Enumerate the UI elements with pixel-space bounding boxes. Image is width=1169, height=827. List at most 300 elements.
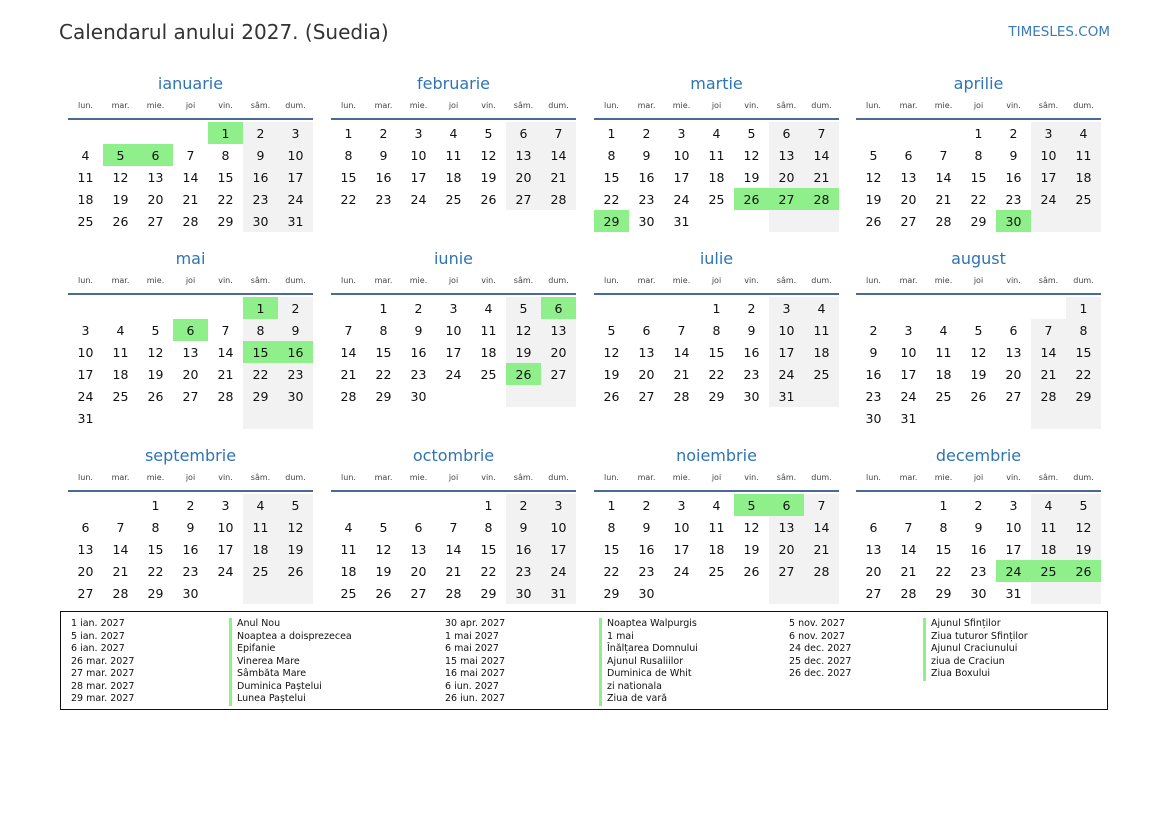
holiday-day-cell: 24 <box>996 560 1031 582</box>
day-cell: 20 <box>638 366 655 382</box>
day-cell: 24 <box>410 191 427 207</box>
weekday-label: dum. <box>811 473 832 482</box>
day-cell: 9 <box>186 519 195 535</box>
weekday-label: joi <box>973 101 984 110</box>
weekday-label: lun. <box>78 276 93 285</box>
legend-holiday-name: zi nationala <box>599 681 698 694</box>
weekday-header <box>68 98 313 114</box>
weekday-label: dum. <box>285 473 306 482</box>
weekday-label: mar. <box>374 276 393 285</box>
weekday-label: sâm. <box>250 473 271 482</box>
weekday-label: sâm. <box>776 473 797 482</box>
weekday-label: mar. <box>899 101 918 110</box>
empty-cell <box>926 297 961 319</box>
day-grid <box>68 494 313 604</box>
weekday-header <box>594 470 839 486</box>
day-cell: 3 <box>1031 122 1066 144</box>
weekday-label: mar. <box>111 473 130 482</box>
day-cell: 13 <box>865 541 882 557</box>
holiday-day-cell: 6 <box>541 297 576 319</box>
weekday-label: sâm. <box>776 276 797 285</box>
empty-cell <box>856 122 891 144</box>
holiday-day-cell: 15 <box>243 341 278 363</box>
day-cell: 14 <box>182 169 199 185</box>
day-cell: 7 <box>804 494 839 516</box>
weekday-label: mie. <box>672 276 691 285</box>
day-cell: 7 <box>1031 319 1066 341</box>
day-cell: 29 <box>480 585 497 601</box>
empty-cell <box>138 407 173 429</box>
legend-date: 5 ian. 2027 <box>71 630 125 642</box>
day-cell: 17 <box>541 538 576 560</box>
day-cell: 8 <box>379 322 388 338</box>
day-cell: 23 <box>243 188 278 210</box>
month-decembrie <box>856 445 1101 604</box>
day-cell: 20 <box>541 341 576 363</box>
weekday-label: vin. <box>744 473 759 482</box>
legend-date: 1 ian. 2027 <box>71 618 125 629</box>
legend-names-column <box>229 618 352 706</box>
day-cell: 5 <box>484 125 493 141</box>
day-cell: 15 <box>147 541 164 557</box>
weekday-label: sâm. <box>513 473 534 482</box>
day-cell: 28 <box>1031 385 1066 407</box>
weekday-label: vin. <box>1006 276 1021 285</box>
day-cell: 12 <box>970 344 987 360</box>
day-grid <box>331 297 576 407</box>
day-grid <box>331 494 576 604</box>
day-cell: 3 <box>221 497 230 513</box>
legend-holiday-name: ziua de Craciun <box>923 656 1028 669</box>
day-cell: 30 <box>410 388 427 404</box>
holiday-day-cell: 1 <box>243 297 278 319</box>
holiday-day-cell: 26 <box>1066 560 1101 582</box>
day-cell: 8 <box>712 322 721 338</box>
day-cell: 29 <box>243 385 278 407</box>
day-cell: 16 <box>410 344 427 360</box>
day-cell: 10 <box>900 344 917 360</box>
legend-date: 25 dec. 2027 <box>789 655 852 667</box>
empty-cell <box>541 385 576 407</box>
header-divider <box>594 118 839 120</box>
day-cell: 20 <box>410 563 427 579</box>
weekday-label: dum. <box>285 101 306 110</box>
day-cell: 13 <box>541 319 576 341</box>
day-cell: 12 <box>375 541 392 557</box>
weekday-label: mie. <box>934 276 953 285</box>
day-cell: 20 <box>769 166 804 188</box>
empty-cell <box>926 407 961 429</box>
day-cell: 7 <box>116 519 125 535</box>
weekday-label: sâm. <box>1038 473 1059 482</box>
weekday-header <box>68 273 313 289</box>
empty-cell <box>1031 210 1066 232</box>
empty-cell <box>891 494 926 516</box>
legend-date: 1 mai 2027 <box>445 630 499 642</box>
empty-cell <box>436 494 471 516</box>
day-cell: 23 <box>410 366 427 382</box>
month-title: iunie <box>433 249 473 268</box>
empty-cell <box>996 407 1031 429</box>
day-cell: 2 <box>506 494 541 516</box>
day-cell: 22 <box>480 563 497 579</box>
day-cell: 13 <box>77 541 94 557</box>
weekday-label: vin. <box>1006 473 1021 482</box>
day-cell: 12 <box>147 344 164 360</box>
empty-cell <box>699 210 734 232</box>
day-cell: 8 <box>344 147 353 163</box>
day-cell: 30 <box>278 385 313 407</box>
month-ianuarie <box>68 73 313 232</box>
day-cell: 5 <box>974 322 983 338</box>
month-title: iulie <box>699 249 734 268</box>
day-cell: 21 <box>673 366 690 382</box>
day-cell: 3 <box>449 300 458 316</box>
holiday-day-cell: 29 <box>594 210 629 232</box>
day-cell: 7 <box>804 122 839 144</box>
empty-cell <box>664 582 699 604</box>
day-cell: 27 <box>410 585 427 601</box>
day-cell: 18 <box>708 169 725 185</box>
day-cell: 13 <box>147 169 164 185</box>
day-cell: 20 <box>900 191 917 207</box>
empty-cell <box>699 582 734 604</box>
legend-date: 6 iun. 2027 <box>445 680 499 692</box>
empty-cell <box>138 297 173 319</box>
weekday-label: mar. <box>374 473 393 482</box>
empty-cell <box>243 582 278 604</box>
empty-cell <box>103 297 138 319</box>
legend-holiday-name: Noaptea a doisprezecea <box>229 631 352 644</box>
day-cell: 28 <box>182 213 199 229</box>
day-cell: 4 <box>484 300 493 316</box>
day-cell: 19 <box>970 366 987 382</box>
day-cell: 24 <box>445 366 462 382</box>
holiday-day-cell: 26 <box>734 188 769 210</box>
day-cell: 15 <box>935 541 952 557</box>
day-cell: 25 <box>804 363 839 385</box>
day-cell: 25 <box>1066 188 1101 210</box>
empty-cell <box>173 407 208 429</box>
day-cell: 16 <box>1005 169 1022 185</box>
day-cell: 9 <box>747 322 756 338</box>
legend-date: 6 mai 2027 <box>445 643 499 654</box>
weekday-label: dum. <box>285 276 306 285</box>
legend-holiday-name: Epifanie <box>229 643 352 656</box>
day-cell: 24 <box>673 563 690 579</box>
weekday-label: joi <box>973 473 984 482</box>
day-cell: 21 <box>541 166 576 188</box>
day-cell: 23 <box>182 563 199 579</box>
empty-cell <box>1066 582 1101 604</box>
day-cell: 31 <box>673 213 690 229</box>
day-cell: 2 <box>278 297 313 319</box>
day-cell: 15 <box>480 541 497 557</box>
day-cell: 22 <box>603 563 620 579</box>
day-cell: 18 <box>77 191 94 207</box>
weekday-label: lun. <box>78 101 93 110</box>
weekday-label: vin. <box>481 473 496 482</box>
header-divider <box>856 293 1101 295</box>
weekday-header <box>68 470 313 486</box>
day-cell: 23 <box>638 191 655 207</box>
day-cell: 13 <box>900 169 917 185</box>
day-cell: 27 <box>506 188 541 210</box>
day-cell: 15 <box>375 344 392 360</box>
day-cell: 19 <box>743 169 760 185</box>
day-cell: 13 <box>769 144 804 166</box>
day-cell: 19 <box>278 538 313 560</box>
day-cell: 18 <box>804 341 839 363</box>
day-cell: 31 <box>541 582 576 604</box>
weekday-label: joi <box>711 473 722 482</box>
holiday-day-cell: 5 <box>103 144 138 166</box>
weekday-label: vin. <box>481 276 496 285</box>
legend-holiday-name: Ziua Boxului <box>923 668 1028 681</box>
legend-holiday-name: Sâmbăta Mare <box>229 668 352 681</box>
day-cell: 11 <box>445 147 462 163</box>
day-cell: 8 <box>607 147 616 163</box>
day-cell: 28 <box>445 585 462 601</box>
day-cell: 5 <box>869 147 878 163</box>
day-cell: 10 <box>1005 519 1022 535</box>
day-cell: 19 <box>865 191 882 207</box>
day-cell: 23 <box>1005 191 1022 207</box>
day-cell: 19 <box>1066 538 1101 560</box>
day-cell: 22 <box>708 366 725 382</box>
day-cell: 29 <box>147 585 164 601</box>
weekday-header <box>856 98 1101 114</box>
header-divider <box>68 490 313 492</box>
day-cell: 11 <box>77 169 94 185</box>
day-cell: 4 <box>804 297 839 319</box>
day-cell: 7 <box>904 519 913 535</box>
day-cell: 20 <box>182 366 199 382</box>
weekday-label: lun. <box>604 473 619 482</box>
weekday-label: lun. <box>604 276 619 285</box>
day-cell: 14 <box>217 344 234 360</box>
day-cell: 27 <box>865 585 882 601</box>
empty-cell <box>68 297 103 319</box>
weekday-label: mar. <box>899 276 918 285</box>
day-cell: 21 <box>445 563 462 579</box>
day-cell: 26 <box>603 388 620 404</box>
holiday-day-cell: 30 <box>996 210 1031 232</box>
day-cell: 13 <box>182 344 199 360</box>
day-cell: 8 <box>939 519 948 535</box>
weekday-label: mie. <box>409 276 428 285</box>
weekday-header <box>856 470 1101 486</box>
holiday-day-cell: 25 <box>1031 560 1066 582</box>
day-cell: 2 <box>186 497 195 513</box>
legend-date: 26 mar. 2027 <box>71 655 135 667</box>
day-cell: 18 <box>935 366 952 382</box>
day-cell: 4 <box>116 322 125 338</box>
day-cell: 22 <box>340 191 357 207</box>
day-cell: 16 <box>243 166 278 188</box>
day-cell: 29 <box>217 213 234 229</box>
day-cell: 1 <box>151 497 160 513</box>
day-cell: 14 <box>673 344 690 360</box>
day-cell: 21 <box>900 563 917 579</box>
empty-cell <box>856 297 891 319</box>
month-octombrie <box>331 445 576 604</box>
holiday-day-cell: 1 <box>208 122 243 144</box>
day-cell: 10 <box>673 519 690 535</box>
day-cell: 25 <box>243 560 278 582</box>
day-cell: 22 <box>603 191 620 207</box>
day-cell: 25 <box>112 388 129 404</box>
day-cell: 4 <box>1031 494 1066 516</box>
day-cell: 30 <box>506 582 541 604</box>
day-cell: 19 <box>603 366 620 382</box>
weekday-label: lun. <box>341 473 356 482</box>
day-cell: 9 <box>869 344 878 360</box>
day-cell: 27 <box>77 585 94 601</box>
legend-holiday-name: Vinerea Mare <box>229 656 352 669</box>
day-grid <box>856 122 1101 232</box>
day-cell: 2 <box>642 497 651 513</box>
holiday-day-cell: 6 <box>138 144 173 166</box>
day-cell: 19 <box>375 563 392 579</box>
day-cell: 2 <box>1009 125 1018 141</box>
holiday-day-cell: 27 <box>769 188 804 210</box>
empty-cell <box>278 582 313 604</box>
legend-holiday-name: Noaptea Walpurgis <box>599 618 698 631</box>
empty-cell <box>173 122 208 144</box>
day-cell: 8 <box>484 519 493 535</box>
header-divider <box>68 118 313 120</box>
day-cell: 28 <box>340 388 357 404</box>
day-cell: 21 <box>182 191 199 207</box>
legend-date: 30 apr. 2027 <box>445 618 506 629</box>
legend-holiday-name: Înălțarea Domnului <box>599 643 698 656</box>
day-cell: 18 <box>480 344 497 360</box>
weekday-label: mar. <box>637 101 656 110</box>
weekday-label: dum. <box>1073 473 1094 482</box>
day-cell: 2 <box>379 125 388 141</box>
day-cell: 22 <box>1066 363 1101 385</box>
day-cell: 17 <box>217 541 234 557</box>
day-cell: 4 <box>1066 122 1101 144</box>
legend-date: 6 nov. 2027 <box>789 630 845 642</box>
day-cell: 8 <box>974 147 983 163</box>
legend-names-column <box>923 618 1028 681</box>
day-cell: 9 <box>243 144 278 166</box>
day-cell: 21 <box>935 191 952 207</box>
empty-cell <box>401 494 436 516</box>
empty-cell <box>926 122 961 144</box>
weekday-label: mar. <box>111 101 130 110</box>
day-cell: 4 <box>81 147 90 163</box>
day-cell: 14 <box>112 541 129 557</box>
brand-link[interactable]: TIMESLES.COM <box>1008 24 1110 40</box>
day-cell: 9 <box>642 147 651 163</box>
weekday-header <box>331 470 576 486</box>
month-title: martie <box>690 74 743 93</box>
day-cell: 25 <box>708 563 725 579</box>
day-cell: 9 <box>642 519 651 535</box>
day-cell: 14 <box>804 516 839 538</box>
day-cell: 30 <box>865 410 882 426</box>
empty-cell <box>68 494 103 516</box>
day-cell: 30 <box>243 210 278 232</box>
day-cell: 30 <box>182 585 199 601</box>
holiday-day-cell: 5 <box>734 494 769 516</box>
weekday-label: mie. <box>146 276 165 285</box>
empty-cell <box>366 494 401 516</box>
empty-cell <box>103 407 138 429</box>
legend-holiday-name: Ajunul Sfinților <box>923 618 1028 631</box>
day-cell: 6 <box>506 122 541 144</box>
day-cell: 11 <box>112 344 129 360</box>
month-mai <box>68 248 313 429</box>
day-cell: 7 <box>186 147 195 163</box>
day-cell: 16 <box>638 541 655 557</box>
empty-cell <box>996 297 1031 319</box>
day-grid <box>68 122 313 232</box>
legend-date: 16 mai 2027 <box>445 668 506 679</box>
weekday-label: mie. <box>672 101 691 110</box>
empty-cell <box>961 297 996 319</box>
legend-holiday-name: Lunea Paștelui <box>229 693 352 706</box>
day-cell: 15 <box>603 169 620 185</box>
empty-cell <box>208 407 243 429</box>
day-cell: 31 <box>900 410 917 426</box>
header-divider <box>68 293 313 295</box>
empty-cell <box>961 407 996 429</box>
day-cell: 30 <box>638 213 655 229</box>
month-iulie <box>594 248 839 407</box>
month-title: septembrie <box>144 446 237 465</box>
weekday-label: sâm. <box>1038 101 1059 110</box>
day-cell: 25 <box>708 191 725 207</box>
holiday-day-cell: 26 <box>506 363 541 385</box>
day-cell: 25 <box>480 366 497 382</box>
empty-cell <box>594 297 629 319</box>
legend-holiday-name: Duminica de Whit <box>599 668 698 681</box>
day-cell: 15 <box>1066 341 1101 363</box>
weekday-label: dum. <box>548 101 569 110</box>
day-cell: 17 <box>410 169 427 185</box>
weekday-label: mie. <box>934 473 953 482</box>
day-cell: 18 <box>445 169 462 185</box>
legend-holiday-name: Duminica Paștelui <box>229 681 352 694</box>
day-cell: 13 <box>1005 344 1022 360</box>
day-cell: 11 <box>243 516 278 538</box>
day-cell: 2 <box>642 125 651 141</box>
day-cell: 11 <box>340 541 357 557</box>
weekday-label: joi <box>711 276 722 285</box>
month-title: ianuarie <box>157 74 224 93</box>
weekday-label: sâm. <box>250 101 271 110</box>
legend-names-column <box>599 618 698 706</box>
day-cell: 27 <box>900 213 917 229</box>
day-cell: 7 <box>677 322 686 338</box>
day-cell: 3 <box>414 125 423 141</box>
weekday-label: lun. <box>604 101 619 110</box>
day-cell: 26 <box>147 388 164 404</box>
day-cell: 9 <box>278 319 313 341</box>
day-cell: 1 <box>712 300 721 316</box>
day-cell: 23 <box>970 563 987 579</box>
day-cell: 12 <box>865 169 882 185</box>
day-cell: 3 <box>541 494 576 516</box>
empty-cell <box>1066 407 1101 429</box>
day-cell: 19 <box>480 169 497 185</box>
legend-holiday-name: 1 mai <box>599 631 698 644</box>
day-cell: 3 <box>769 297 804 319</box>
